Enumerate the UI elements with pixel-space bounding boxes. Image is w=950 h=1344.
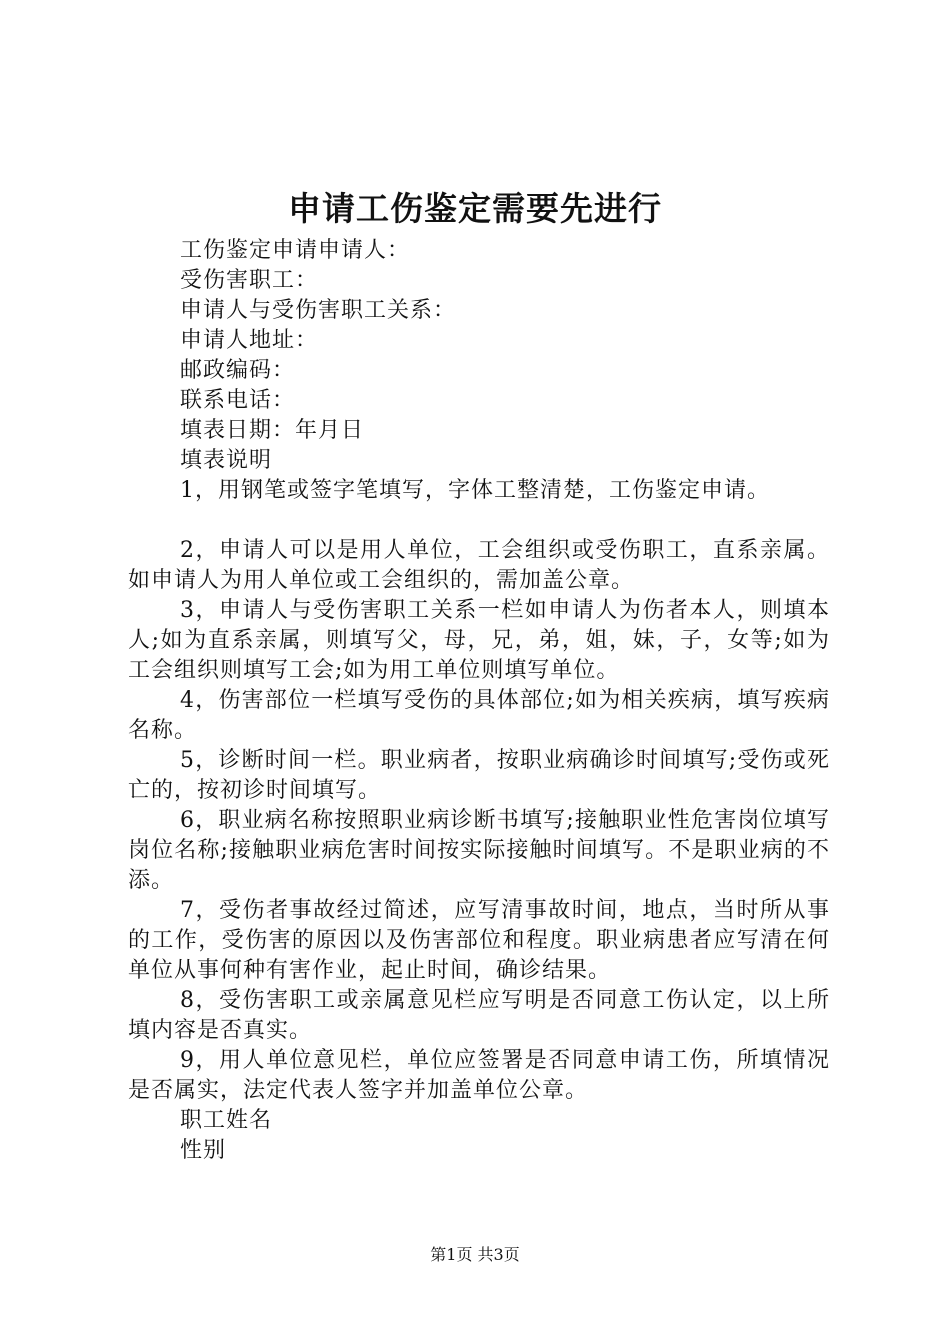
field-worker-name: 职工姓名 (180, 1108, 273, 1133)
instruction-item-3: 3，申请人与受伤害职工关系一栏如申请人为伤者本人，则填本人;如为直系亲属，则填写父，母，兄，弟，姐，妹，子，女等;如为工会组织则填写工会;如为用工单位则填写单位。 (128, 598, 830, 683)
field-gender: 性别 (180, 1138, 227, 1163)
field-fill-date: 填表日期：年月日 (180, 418, 365, 443)
instruction-item-7: 7，受伤者事故经过简述，应写清事故时间，地点，当时所从事的工作，受伤害的原因以及伤害部位和程度。职业病患者应写清在何单位从事何种有害作业，起止时间，确诊结果。 (128, 898, 830, 983)
instruction-item-2: 2，申请人可以是用人单位，工会组织或受伤职工，直系亲属。如申请人为用人单位或工会组织的，需加盖公章。 (128, 538, 830, 593)
field-injured-worker: 受伤害职工： (180, 268, 319, 293)
instruction-item-4: 4，伤害部位一栏填写受伤的具体部位;如为相关疾病，填写疾病名称。 (128, 688, 830, 743)
field-postal-code: 邮政编码： (180, 358, 296, 383)
instruction-item-6: 6，职业病名称按照职业病诊断书填写;接触职业性危害岗位填写岗位名称;接触职业病危害时间按实际接触时间填写。不是职业病的不添。 (128, 808, 830, 893)
paragraph-gap (128, 506, 830, 536)
field-phone: 联系电话： (180, 388, 296, 413)
instruction-item-8: 8，受伤害职工或亲属意见栏应写明是否同意工伤认定，以上所填内容是否真实。 (128, 988, 830, 1043)
instruction-item-9: 9，用人单位意见栏，单位应签署是否同意申请工伤，所填情况是否属实，法定代表人签字并加盖单位公章。 (128, 1048, 830, 1103)
field-applicant: 工伤鉴定申请申请人： (180, 238, 411, 263)
instructions-heading: 填表说明 (180, 448, 273, 473)
page-footer: 第1页 共3页 (430, 1245, 520, 1264)
instruction-item-1: 1，用钢笔或签字笔填写，字体工整清楚，工伤鉴定申请。 (180, 478, 770, 503)
field-applicant-address: 申请人地址： (180, 328, 319, 353)
instruction-item-5: 5，诊断时间一栏。职业病者，按职业病确诊时间填写;受伤或死亡的，按初诊时间填写。 (128, 748, 830, 803)
field-relationship: 申请人与受伤害职工关系： (180, 298, 457, 323)
document-title: 申请工伤鉴定需要先进行 (288, 189, 662, 228)
document-body (128, 236, 830, 1166)
